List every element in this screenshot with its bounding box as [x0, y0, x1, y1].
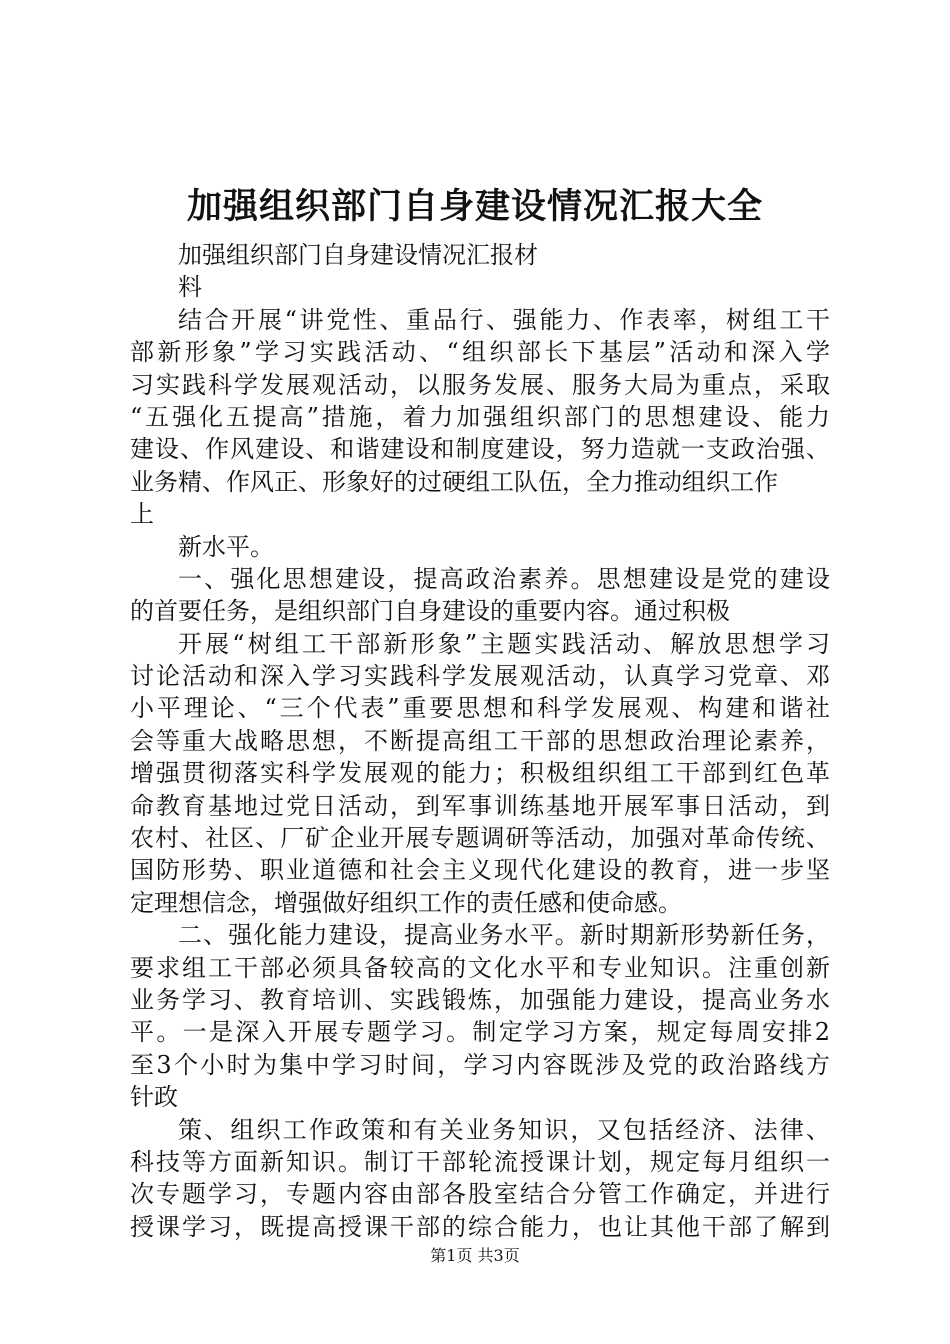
text-line: 加强组织部门自身建设情况汇报材 [178, 241, 538, 269]
text-line: 业务学习、教育培训、实践锻炼，加强能力建设，提高业务水 [130, 985, 830, 1014]
text-line: 二、强化能力建设，提高业务水平。新时期新形势新任务， [178, 921, 830, 950]
text-line: 农村、社区、厂矿企业开展专题调研等活动，加强对革命传统、 [130, 824, 830, 853]
text-line: “五强化五提高”措施，着力加强组织部门的思想建设、能力 [130, 402, 830, 431]
page-number: 第1页 共3页 [430, 1246, 520, 1265]
text-line: 至3个小时为集中学习时间，学习内容既涉及党的政治路线方 [130, 1050, 830, 1079]
document-body [130, 239, 830, 1243]
text-line: 增强贯彻落实科学发展观的能力；积极组织组工干部到红色革 [130, 759, 830, 788]
text-line: 会等重大战略思想，不断提高组工干部的思想政治理论素养， [130, 726, 830, 755]
text-line: 的首要任务，是组织部门自身建设的重要内容。通过积极 [130, 597, 730, 626]
text-line: 授课学习，既提高授课干部的综合能力，也让其他干部了解到 [130, 1212, 830, 1241]
text-line: 开展“树组工干部新形象”主题实践活动、解放思想学习 [178, 629, 830, 658]
text-line: 上 [130, 500, 154, 529]
document-title: 加强组织部门自身建设情况汇报大全 [186, 186, 763, 227]
text-line: 命教育基地过党日活动，到军事训练基地开展军事日活动，到 [130, 791, 830, 820]
text-line: 国防形势、职业道德和社会主义现代化建设的教育，进一步坚 [130, 856, 830, 885]
text-line: 讨论活动和深入学习实践科学发展观活动，认真学习党章、邓 [130, 662, 830, 691]
text-line: 新水平。 [178, 532, 274, 561]
text-line: 定理想信念，增强做好组织工作的责任感和使命感。 [130, 888, 682, 917]
text-line: 建设、作风建设、和谐建设和制度建设，努力造就一支政治强、 [130, 435, 830, 464]
text-line: 小平理论、“三个代表”重要思想和科学发展观、构建和谐社 [130, 694, 830, 723]
text-line: 习实践科学发展观活动，以服务发展、服务大局为重点，采取 [130, 370, 830, 399]
text-line: 一、强化思想建设，提高政治素养。思想建设是党的建设 [178, 564, 830, 593]
text-line: 要求组工干部必须具备较高的文化水平和专业知识。注重创新 [130, 953, 830, 982]
text-line: 策、组织工作政策和有关业务知识，又包括经济、法律、 [178, 1115, 830, 1144]
text-line: 业务精、作风正、形象好的过硬组工队伍，全力推动组织工作 [130, 467, 778, 496]
text-line: 科技等方面新知识。制订干部轮流授课计划，规定每月组织一 [130, 1147, 830, 1176]
text-line: 部新形象”学习实践活动、“组织部长下基层”活动和深入学 [130, 338, 830, 367]
text-line: 次专题学习，专题内容由部各股室结合分管工作确定，并进行 [130, 1180, 830, 1209]
text-line: 结合开展“讲党性、重品行、强能力、作表率，树组工干 [178, 305, 830, 334]
text-line: 平。一是深入开展专题学习。制定学习方案，规定每周安排2 [130, 1018, 830, 1047]
text-line: 针政 [130, 1083, 178, 1112]
text-line: 料 [178, 273, 202, 302]
